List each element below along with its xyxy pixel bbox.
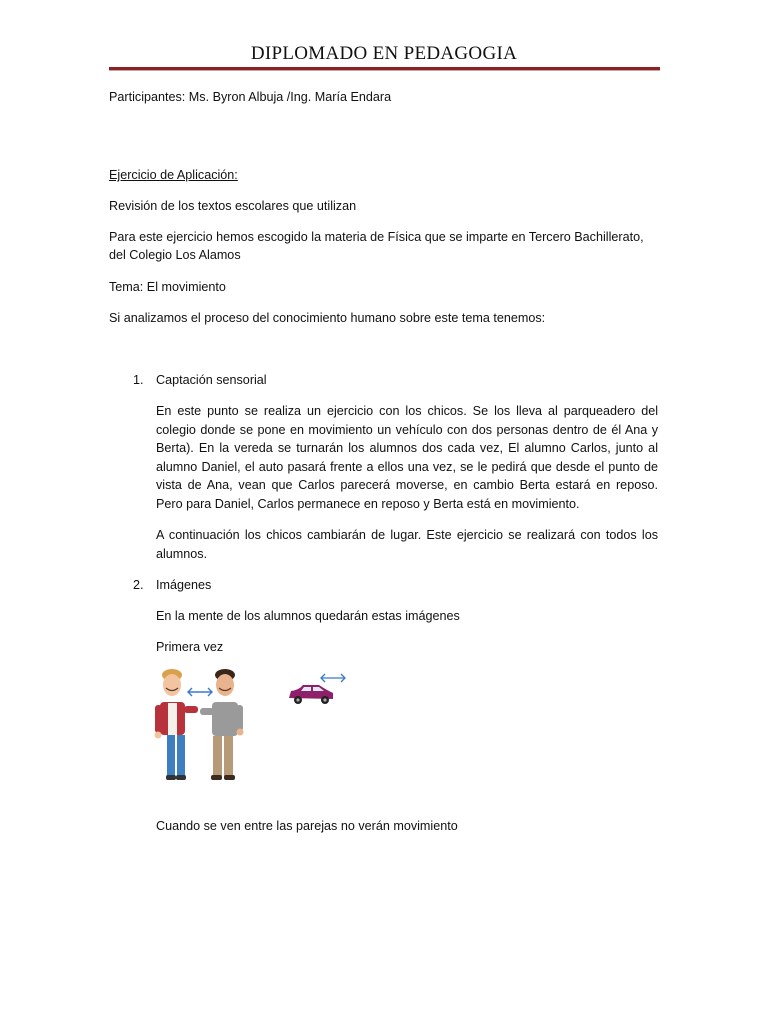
review-line: Revisión de los textos escolares que utilizan — [109, 199, 357, 213]
section-2-heading: Imágenes — [156, 578, 212, 592]
topic-line: Tema: El movimiento — [109, 280, 226, 294]
section-2-number: 2. — [133, 578, 144, 592]
page-title: DIPLOMADO EN PEDAGOGIA — [250, 43, 518, 64]
car-icon — [289, 685, 333, 704]
car-illustration — [283, 670, 353, 710]
two-boys-illustration — [150, 666, 250, 786]
section-2-paragraph-2: Primera vez — [156, 640, 224, 654]
section-1-paragraph-1: En este punto se realiza un ejercicio con los chicos. Se los lleva al parqueadero del colegio donde se pone en movimiento un vehículo con dos personas dentro de él Ana y Berta). En la vereda se turnarán los alumnos dos cada vez, El alumno Carlos, junto al alumno Daniel, el auto pasará frente a ellos una vez, se le pedirá que desde el punto de vista de Ana, vean que Carlos parecerá moverse, en cambio Berta estará en reposo. Pero para Daniel, Carlos permanece en reposo y Berta está en movimiento. — [156, 404, 658, 511]
section-1-paragraph-2: A continuación los chicos cambiarán de lugar. Este ejercicio se realizará con todos los alumnos. — [156, 528, 658, 561]
double-arrow-icon — [321, 674, 345, 682]
participants-line: Participantes: Ms. Byron Albuja /Ing. María Endara — [109, 90, 392, 104]
boy-2-figure — [200, 669, 244, 780]
analysis-line: Si analizamos el proceso del conocimiento humano sobre este tema tenemos: — [109, 311, 546, 325]
illustration-caption: Cuando se ven entre las parejas no verán movimiento — [156, 819, 458, 833]
title-rule — [109, 67, 660, 70]
section-1-heading: Captación sensorial — [156, 373, 267, 387]
exercise-heading: Ejercicio de Aplicación: — [109, 168, 238, 182]
boy-1-figure — [155, 669, 199, 780]
section-2-paragraph-1: En la mente de los alumnos quedarán estas imágenes — [156, 609, 460, 623]
intro-line-1: Para este ejercicio hemos escogido la materia de Física que se imparte en Tercero Bachillerato, — [109, 230, 644, 244]
intro-line-2: del Colegio Los Alamos — [109, 248, 241, 262]
section-1-number: 1. — [133, 373, 144, 387]
double-arrow-icon — [188, 688, 212, 696]
